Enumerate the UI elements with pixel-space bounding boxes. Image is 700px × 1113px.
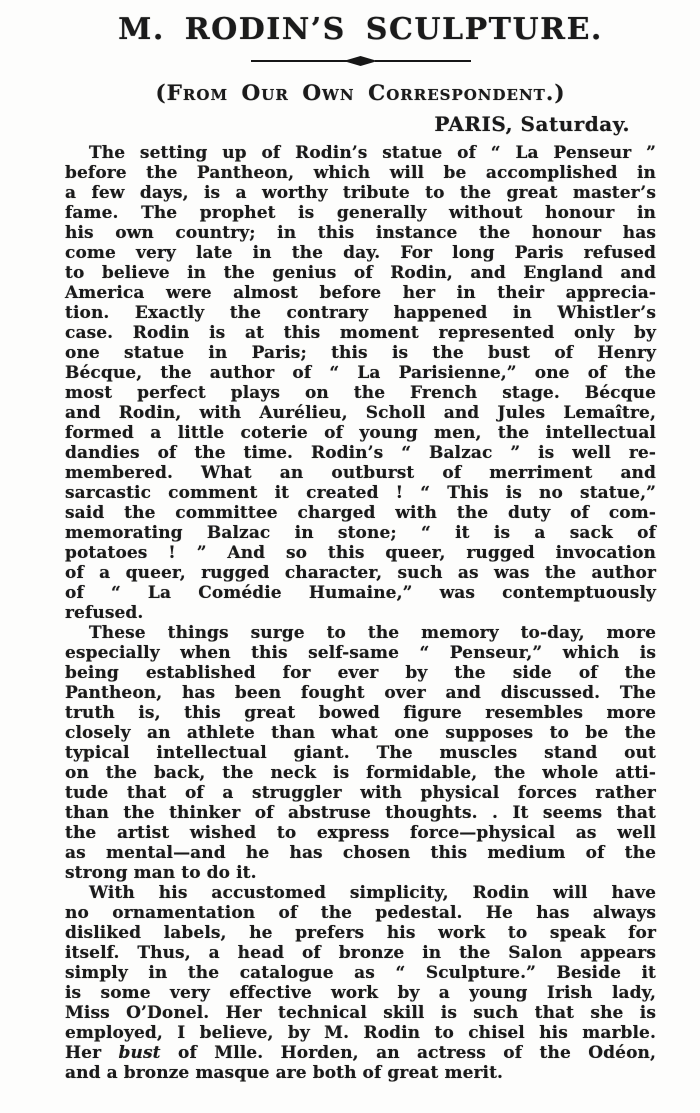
text-line: his own country; in this instance the honour has: [65, 223, 656, 243]
text-line: disliked labels, he prefers his work to speak for: [65, 923, 656, 943]
text-line: strong man to do it.: [65, 863, 257, 883]
text-line: said the committee charged with the duty of com-: [65, 503, 656, 523]
text-line: Bécque, the author of “ La Parisienne,” one of the: [65, 363, 656, 383]
text-line: to believe in the genius of Rodin, and England and: [65, 263, 656, 283]
paragraph: [65, 143, 656, 623]
byline: (From Our Own Correspondent.): [155, 81, 566, 106]
paragraph: [65, 623, 656, 883]
text-line: especially when this self-same “ Penseur,” which is: [65, 643, 656, 663]
dateline: PARIS, Saturday.: [434, 112, 630, 136]
text-line: on the back, the neck is formidable, the whole atti-: [65, 763, 656, 783]
paragraph: [65, 883, 656, 1083]
text-line: is some very effective work by a young Irish lady,: [65, 983, 656, 1003]
text-line: case. Rodin is at this moment represented only by: [65, 323, 656, 343]
text-line: tude that of a struggler with physical forces rather: [65, 783, 656, 803]
text-line: America were almost before her in their apprecia-: [65, 283, 656, 303]
text-line: a few days, is a worthy tribute to the great master’s: [65, 183, 656, 203]
text-line: fame. The prophet is generally without honour in: [65, 203, 656, 223]
divider-rule-left: [251, 60, 347, 62]
article-title: M. RODIN’S SCULPTURE.: [118, 12, 603, 47]
text-line: The setting up of Rodin’s statue of “ La Penseur ”: [89, 143, 656, 163]
text-line: refused.: [65, 603, 144, 623]
article-body: [65, 143, 656, 1083]
text-line: come very late in the day. For long Paris refused: [65, 243, 656, 263]
text-line: one statue in Paris; this is the bust of Henry: [65, 343, 656, 363]
text-line: closely an athlete than what one supposes to be the: [65, 723, 656, 743]
text-line: employed, I believe, by M. Rodin to chisel his marble.: [65, 1023, 656, 1043]
text-line: no ornamentation of the pedestal. He has always: [65, 903, 656, 923]
decorative-divider: [251, 56, 471, 66]
text-line: being established for ever by the side of the: [65, 663, 656, 683]
divider-rule-right: [375, 60, 471, 62]
text-line: as mental—and he has chosen this medium of the: [65, 843, 656, 863]
text-line: simply in the catalogue as “ Sculpture.” Beside it: [65, 963, 656, 983]
text-line: Pantheon, has been fought over and discussed. The: [65, 683, 656, 703]
text-line: Miss O’Donel. Her technical skill is such that she is: [65, 1003, 656, 1023]
text-line: the artist wished to express force—physical as well: [65, 823, 656, 843]
text-line: formed a little coterie of young men, the intellectual: [65, 423, 656, 443]
text-line: With his accustomed simplicity, Rodin will have: [89, 883, 656, 903]
text-line: tion. Exactly the contrary happened in Whistler’s: [65, 303, 656, 323]
text-line: potatoes ! ” And so this queer, rugged invocation: [65, 543, 656, 563]
text-line: truth is, this great bowed figure resembles more: [65, 703, 656, 723]
text-line: of “ La Comédie Humaine,” was contemptuously: [65, 583, 656, 603]
text-line: before the Pantheon, which will be accomplished in: [65, 163, 656, 183]
text-line: most perfect plays on the French stage. Bécque: [65, 383, 656, 403]
text-line: sarcastic comment it created ! “ This is no statue,”: [65, 483, 656, 503]
text-line: itself. Thus, a head of bronze in the Salon appears: [65, 943, 656, 963]
text-line: typical intellectual giant. The muscles stand out: [65, 743, 656, 763]
text-line: and Rodin, with Aurélieu, Scholl and Jules Lemaître,: [65, 403, 656, 423]
text-line: than the thinker of abstruse thoughts. . It seems that: [65, 803, 656, 823]
text-line: dandies of the time. Rodin’s “ Balzac ” is well re-: [65, 443, 656, 463]
text-line: and a bronze masque are both of great merit.: [65, 1063, 504, 1083]
article-column: [65, 0, 656, 1083]
text-line: membered. What an outburst of merriment and: [65, 463, 656, 483]
divider-diamond-icon: [344, 56, 378, 66]
text-line: Her bust of Mlle. Horden, an actress of the Odéon,: [65, 1043, 657, 1063]
text-line: of a queer, rugged character, such as was the author: [65, 563, 656, 583]
text-line: These things surge to the memory to-day, more: [89, 623, 656, 643]
text-line: memorating Balzac in stone; “ it is a sack of: [65, 523, 656, 543]
